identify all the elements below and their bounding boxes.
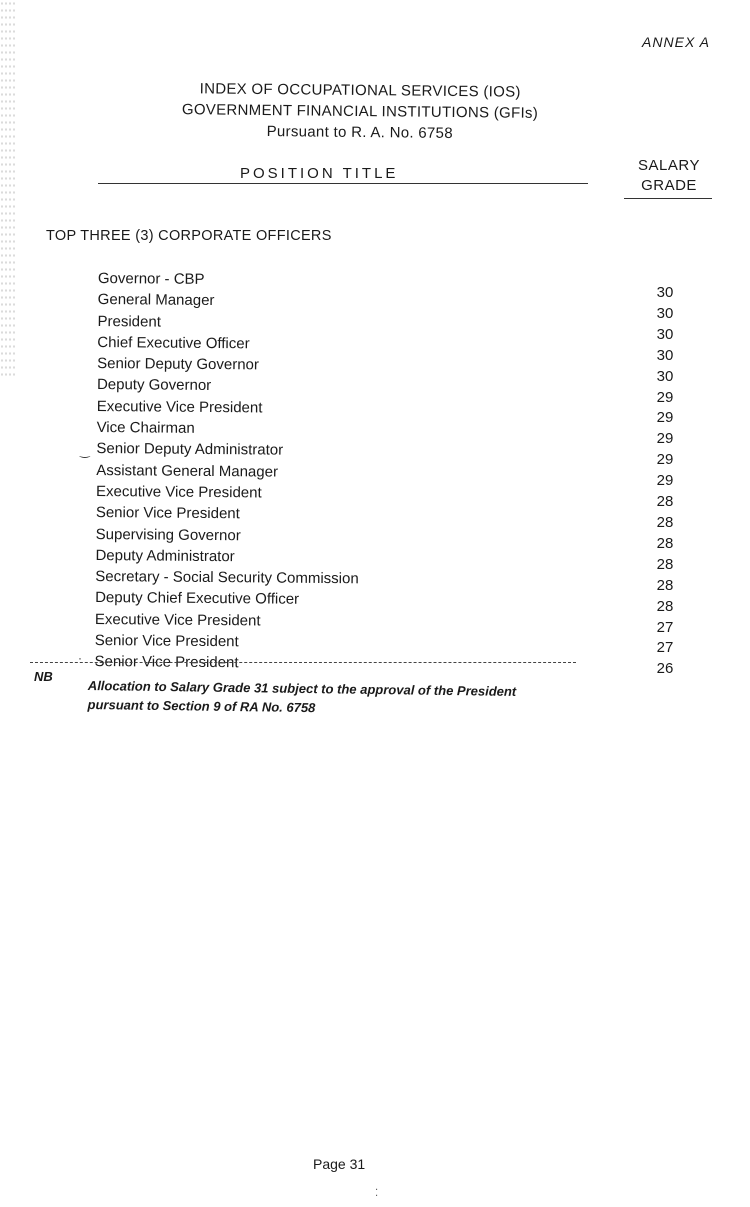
scan-speck: ⁚ <box>375 1188 379 1199</box>
note-label: NB <box>34 669 53 684</box>
grade-item: 29 <box>656 430 674 448</box>
grade-item: 28 <box>656 534 674 552</box>
grade-item: 28 <box>656 576 674 594</box>
grade-item: 30 <box>656 367 674 385</box>
grade-item: 28 <box>656 555 674 573</box>
grade-item: 27 <box>656 618 674 636</box>
position-item: Executive Vice President <box>96 397 263 417</box>
salary-heading-line-1: SALARY <box>638 157 700 174</box>
position-title-heading: POSITION TITLE <box>240 165 399 182</box>
page-number: Page 31 <box>313 1156 366 1172</box>
salary-heading-line-2: GRADE <box>641 177 697 194</box>
grade-item: 30 <box>656 346 674 364</box>
note-rule <box>30 662 576 663</box>
position-item: Deputy Governor <box>96 376 212 395</box>
section-title: TOP THREE (3) CORPORATE OFFICERS <box>46 228 332 244</box>
position-item: Assistant General Manager <box>96 461 279 481</box>
position-item: General Manager <box>97 291 215 310</box>
grade-item: 30 <box>656 325 674 343</box>
position-item: Secretary - Social Security Commission <box>95 568 359 588</box>
grade-item: 30 <box>656 304 674 322</box>
grade-item: 28 <box>656 597 674 615</box>
pen-tick-mark: ‿ <box>80 444 90 458</box>
header-line-3: Pursuant to R. A. No. 6758 <box>266 123 453 142</box>
header-line-1: INDEX OF OCCUPATIONAL SERVICES (IOS) <box>199 80 521 101</box>
pen-dot-mark: · <box>78 651 82 665</box>
position-item: Deputy Chief Executive Officer <box>95 589 300 609</box>
grade-item: 29 <box>656 409 674 427</box>
document-header <box>100 77 621 145</box>
grade-item: 29 <box>656 472 674 490</box>
note-text: Allocation to Salary Grade 31 subject to the approval of the President pursuant to Section 9 of RA No. 6758 <box>87 677 517 716</box>
scan-edge-noise <box>0 0 16 380</box>
salary-grade-heading <box>626 156 712 196</box>
grade-item: 30 <box>656 284 674 301</box>
position-item: Supervising Governor <box>95 525 241 544</box>
position-list <box>94 268 418 675</box>
position-item: Executive Vice President <box>94 610 261 630</box>
position-item: Senior Vice President <box>95 504 240 523</box>
grade-item: 27 <box>656 639 674 657</box>
salary-grade-rule <box>624 198 712 199</box>
position-item: Senior Deputy Governor <box>97 355 259 374</box>
header-line-2: GOVERNMENT FINANCIAL INSTITUTIONS (GFIs) <box>181 101 539 122</box>
position-title-rule <box>98 183 588 184</box>
grade-item: 29 <box>656 451 674 469</box>
position-item: Senior Vice President <box>94 653 239 672</box>
grade-item: 28 <box>656 493 674 511</box>
grade-item: 29 <box>656 388 674 406</box>
position-item: Chief Executive Officer <box>97 333 250 353</box>
position-item: Senior Vice President <box>94 632 239 651</box>
grade-item: 26 <box>656 660 674 678</box>
grade-item: 28 <box>656 513 674 531</box>
annex-label: ANNEX A <box>642 34 710 50</box>
position-item: Deputy Administrator <box>95 546 235 566</box>
position-item: Executive Vice President <box>95 482 262 502</box>
position-item: President <box>97 312 161 331</box>
position-item: Senior Deputy Administrator <box>96 440 284 459</box>
grade-list <box>640 283 690 680</box>
position-item: Vice Chairman <box>96 419 195 437</box>
position-item: Governor - CBP <box>97 269 205 288</box>
